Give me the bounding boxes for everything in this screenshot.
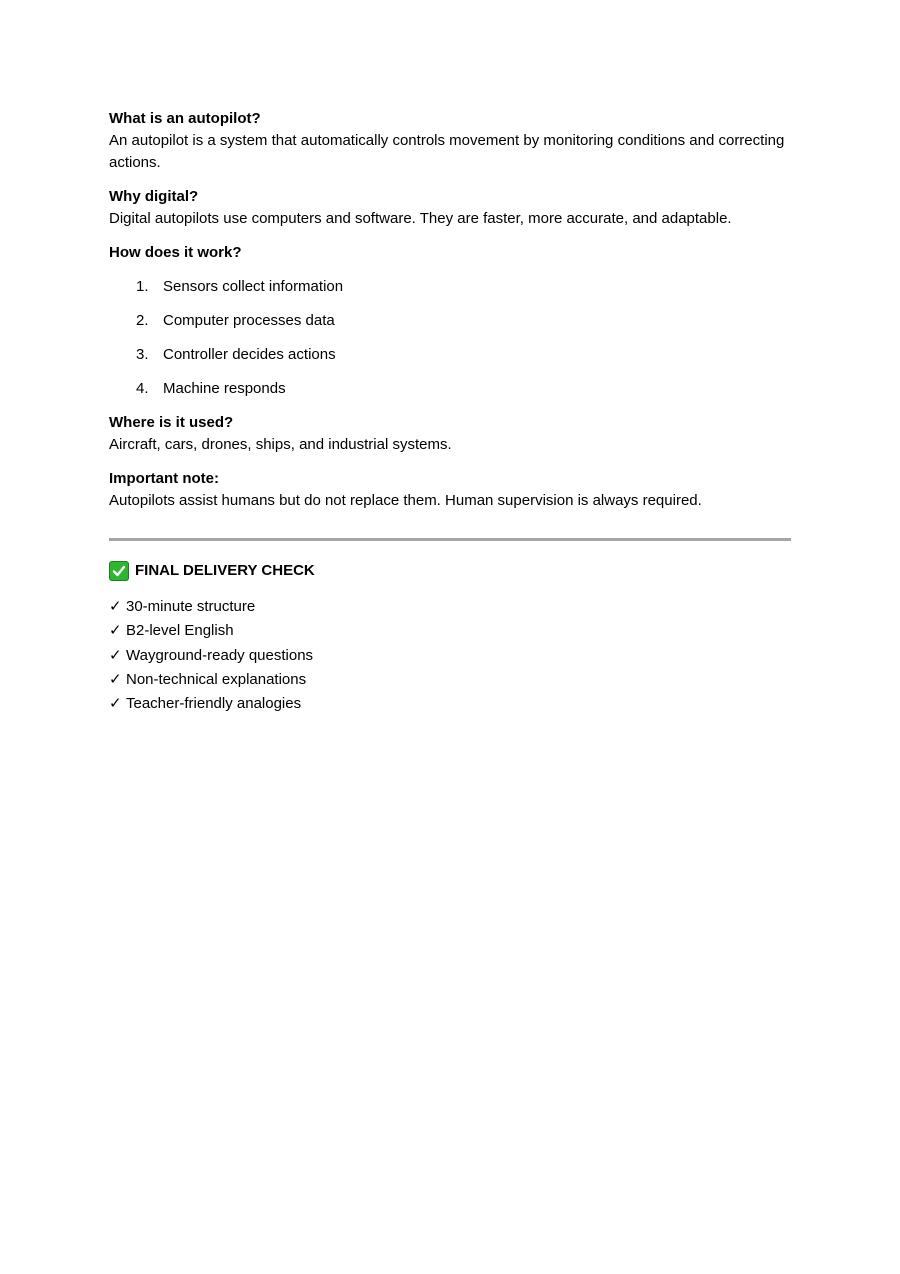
section-text: Digital autopilots use computers and software. They are faster, more accurate, and adaptable. bbox=[109, 210, 732, 227]
check-item-label: B2-level English bbox=[126, 622, 234, 640]
section-heading: How does it work? bbox=[109, 244, 242, 261]
list-item bbox=[109, 344, 791, 366]
section-where-used bbox=[109, 412, 791, 456]
check-mark-icon: ✓ bbox=[109, 646, 122, 664]
list-item bbox=[109, 378, 791, 400]
section-heading: Important note: bbox=[109, 470, 219, 487]
list-item bbox=[109, 668, 791, 692]
step-number: 1. bbox=[136, 278, 149, 295]
section-heading: Where is it used? bbox=[109, 414, 234, 431]
section-what-is-autopilot bbox=[109, 108, 791, 174]
list-item bbox=[109, 692, 791, 716]
section-heading: What is an autopilot? bbox=[109, 110, 261, 127]
section-text: Autopilots assist humans but do not replace them. Human supervision is always required. bbox=[109, 492, 702, 509]
section-text: An autopilot is a system that automatically controls movement by monitoring conditions and correcting actions. bbox=[109, 132, 785, 171]
section-why-digital bbox=[109, 186, 791, 230]
check-mark-icon: ✓ bbox=[109, 670, 122, 688]
step-number: 2. bbox=[136, 312, 149, 329]
step-label: Machine responds bbox=[163, 380, 286, 397]
section-important-note bbox=[109, 468, 791, 512]
section-how-it-works bbox=[109, 242, 791, 400]
step-label: Sensors collect information bbox=[163, 278, 344, 295]
steps-list bbox=[109, 276, 791, 400]
check-item-label: Wayground-ready questions bbox=[126, 646, 314, 664]
final-check-title: FINAL DELIVERY CHECK bbox=[135, 562, 315, 579]
final-check-list bbox=[109, 595, 791, 716]
step-number: 4. bbox=[136, 380, 149, 397]
step-label: Computer processes data bbox=[163, 312, 335, 329]
list-item bbox=[109, 310, 791, 332]
list-item bbox=[109, 276, 791, 298]
check-item-label: Non-technical explanations bbox=[126, 670, 307, 688]
document-page bbox=[109, 108, 791, 716]
list-item bbox=[109, 595, 791, 619]
section-heading: Why digital? bbox=[109, 188, 199, 205]
check-mark-icon: ✓ bbox=[109, 622, 122, 640]
check-mark-button-icon bbox=[109, 561, 129, 581]
check-item-label: Teacher-friendly analogies bbox=[126, 695, 302, 713]
step-label: Controller decides actions bbox=[163, 346, 336, 363]
check-mark-icon: ✓ bbox=[109, 695, 122, 713]
final-check-heading bbox=[109, 559, 791, 583]
list-item bbox=[109, 619, 791, 643]
list-item bbox=[109, 644, 791, 668]
section-text: Aircraft, cars, drones, ships, and industrial systems. bbox=[109, 436, 452, 453]
check-item-label: 30-minute structure bbox=[126, 598, 256, 615]
check-mark-icon: ✓ bbox=[109, 598, 122, 615]
horizontal-divider bbox=[109, 538, 791, 541]
step-number: 3. bbox=[136, 346, 149, 363]
